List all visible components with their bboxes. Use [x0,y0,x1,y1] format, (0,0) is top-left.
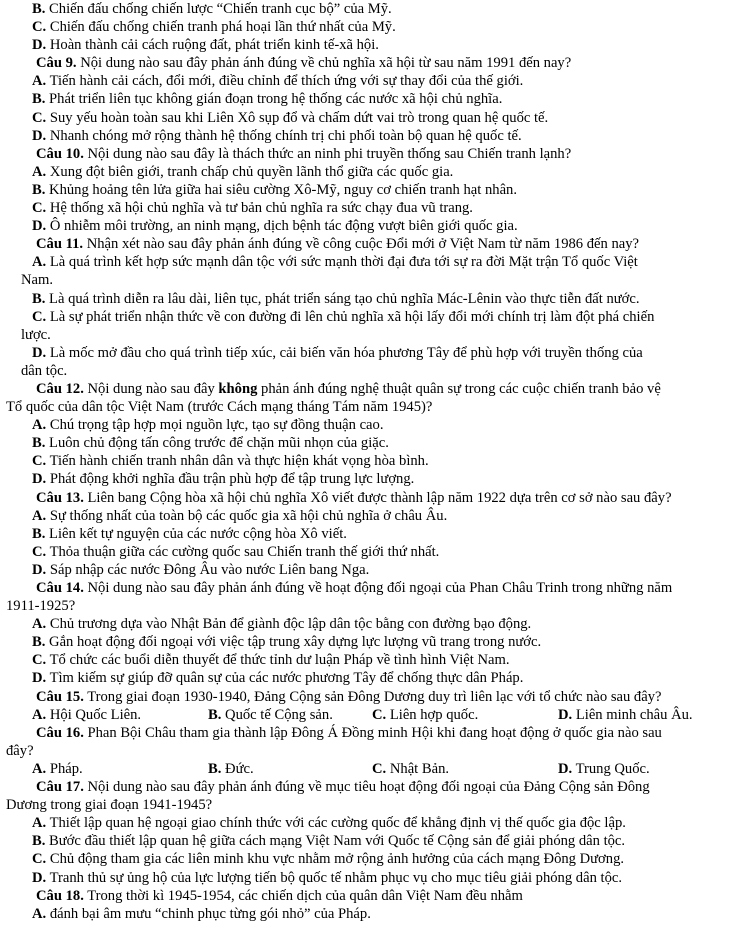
q17-option-c: C. Chủ động tham gia các liên minh khu vực nhằm mở rộng ảnh hưởng của cách mạng Đông Dương. [32,851,625,868]
q9-option-d: D. Nhanh chóng mở rộng thành hệ thống chính trị chi phối toàn bộ quan hệ quốc tế. [32,127,522,144]
q11-option-a-cont: Nam. [21,272,54,289]
question-17-cont: Dương trong giai đoạn 1941-1945? [6,797,213,814]
question-18: Câu 18. Trong thời kì 1945-1954, các chiến dịch của quân dân Việt Nam đều nhằm [36,887,523,904]
q11-option-d-cont: dân tộc. [21,362,68,379]
q17-option-b: B. Bước đầu thiết lập quan hệ giữa cách mạng Việt Nam với Quốc tế Cộng sản để giải phóng dân tộc. [32,833,626,850]
q12-option-a: A. Chú trọng tập hợp mọi nguồn lực, tạo sự đồng thuận cao. [32,417,384,434]
question-12: Câu 12. Nội dung nào sau đây không phản ánh đúng nghệ thuật quân sự trong các cuộc chiến tranh bảo vệ [36,380,661,397]
q14-option-a: A. Chủ trương dựa vào Nhật Bản để giành độc lập dân tộc bằng con đường bạo động. [32,616,532,633]
q16-option-a: A. Pháp. [32,760,83,777]
question-9: Câu 9. Nội dung nào sau đây phản ánh đúng về chủ nghĩa xã hội từ sau năm 1991 đến nay? [36,55,572,72]
option-d: D. Hoàn thành cải cách ruộng đất, phát triển kinh tế-xã hội. [32,37,379,54]
q15-option-b: B. Quốc tế Cộng sản. [208,706,333,723]
q11-option-c-cont: lược. [21,326,51,343]
question-13: Câu 13. Liên bang Cộng hòa xã hội chủ nghĩa Xô viết được thành lập năm 1922 dựa trên cơ sở nào sau đây? [36,489,672,506]
q10-option-a: A. Xung đột biên giới, tranh chấp chủ quyền lãnh thổ giữa các quốc gia. [32,163,454,180]
question-16-cont: đây? [6,742,34,759]
q15-option-a: A. Hội Quốc Liên. [32,706,142,723]
q15-option-d: D. Liên minh châu Âu. [558,706,693,723]
q18-option-a: A. đánh bại âm mưu “chinh phục từng gói nhỏ” của Pháp. [32,905,371,922]
q9-option-c: C. Suy yếu hoàn toàn sau khi Liên Xô sụp đổ và chấm dứt vai trò trong quan hệ quốc tế. [32,109,549,126]
q17-option-a: A. Thiết lập quan hệ ngoại giao chính thức với các cường quốc để khẳng định vị thế quốc gia độc lập. [32,815,626,832]
q11-option-d: D. Là mốc mở đầu cho quá trình tiếp xúc, cải biến văn hóa phương Tây để phù hợp với truyền thống của [32,344,643,361]
q11-option-b: B. Là quá trình diễn ra lâu dài, liên tục, phát triển sáng tạo chủ nghĩa Mác-Lênin vào thực tiễn đất nước. [32,290,640,307]
question-16: Câu 16. Phan Bội Châu tham gia thành lập Đông Á Đồng minh Hội khi đang hoạt động ở quốc gia nào sau [36,724,662,741]
q13-option-c: C. Thỏa thuận giữa các cường quốc sau Chiến tranh thế giới thứ nhất. [32,543,440,560]
question-14-cont: 1911-1925? [6,598,76,615]
q17-option-d: D. Tranh thủ sự ủng hộ của lực lượng tiến bộ quốc tế nhằm phục vụ cho mục tiêu giải phóng dân tộc. [32,869,622,886]
option-c: C. Chiến đấu chống chiến tranh phá hoại lần thứ nhất của Mỹ. [32,19,396,36]
q13-option-d: D. Sáp nhập các nước Đông Âu vào nước Liên bang Nga. [32,561,370,578]
q16-options [6,760,748,778]
q10-option-c: C. Hệ thống xã hội chủ nghĩa và tư bản chủ nghĩa ra sức chạy đua vũ trang. [32,200,473,217]
q10-option-d: D. Ô nhiễm môi trường, an ninh mạng, dịch bệnh tác động vượt biên giới quốc gia. [32,218,518,235]
q16-option-d: D. Trung Quốc. [558,760,650,777]
q10-option-b: B. Khủng hoảng tên lửa giữa hai siêu cường Xô-Mỹ, nguy cơ chiến tranh hạt nhân. [32,181,517,198]
q14-option-b: B. Gắn hoạt động đối ngoại với việc tập trung xây dựng lực lượng vũ trang trong nước. [32,634,542,651]
question-15: Câu 15. Trong giai đoạn 1930-1940, Đảng Cộng sản Đông Dương duy trì liên lạc với tổ chức nào sau đây? [36,688,662,705]
q9-option-b: B. Phát triển liên tục không gián đoạn trong hệ thống các nước xã hội chủ nghĩa. [32,91,503,108]
question-12-cont: Tổ quốc của dân tộc Việt Nam (trước Cách mạng tháng Tám năm 1945)? [6,399,433,416]
q9-option-a: A. Tiến hành cải cách, đổi mới, điều chỉnh để thích ứng với sự thay đổi của thế giới. [32,73,524,90]
q13-option-a: A. Sự thống nhất của toàn bộ các quốc gia xã hội chủ nghĩa ở châu Âu. [32,507,448,524]
q14-option-d: D. Tìm kiếm sự giúp đỡ quân sự của các nước phương Tây để chống thực dân Pháp. [32,670,524,687]
q14-option-c: C. Tổ chức các buổi diễn thuyết để thức tỉnh dư luận Pháp về tình hình Việt Nam. [32,652,510,669]
q16-option-c: C. Nhật Bản. [372,760,450,777]
q13-option-b: B. Liên kết tự nguyện của các nước cộng hòa Xô viết. [32,525,347,542]
option-b: B. Chiến đấu chống chiến lược “Chiến tranh cục bộ” của Mỹ. [32,1,392,17]
q12-option-c: C. Tiến hành chiến tranh nhân dân và thực hiện khát vọng hòa bình. [32,453,429,470]
question-14: Câu 14. Nội dung nào sau đây phản ánh đúng về hoạt động đối ngoại của Phan Châu Trinh trong những năm [36,580,673,596]
q16-option-b: B. Đức. [208,760,254,777]
q15-option-c: C. Liên hợp quốc. [372,706,479,723]
q12-option-b: B. Luôn chủ động tấn công trước để chặn mũi nhọn của giặc. [32,435,389,452]
q11-option-c: C. Là sự phát triển nhận thức về con đường đi lên chủ nghĩa xã hội lấy đổi mới chính trị làm đột phá chiến [32,308,655,325]
q11-option-a: A. Là quá trình kết hợp sức mạnh dân tộc với sức mạnh thời đại đưa tới sự ra đời Mặt trận Tổ quốc Việt [32,254,638,271]
question-10: Câu 10. Nội dung nào sau đây là thách thức an ninh phi truyền thống sau Chiến tranh lạnh? [36,145,572,162]
q12-option-d: D. Phát động khởi nghĩa đầu trận phù hợp để tập trung lực lượng. [32,471,415,488]
question-17: Câu 17. Nội dung nào sau đây phản ánh đúng về mục tiêu hoạt động đối ngoại của Đảng Cộng sản Đông [36,779,650,796]
q15-options [6,706,748,724]
question-11: Câu 11. Nhận xét nào sau đây phản ánh đúng về công cuộc Đổi mới ở Việt Nam từ năm 1986 đến nay? [36,236,639,253]
